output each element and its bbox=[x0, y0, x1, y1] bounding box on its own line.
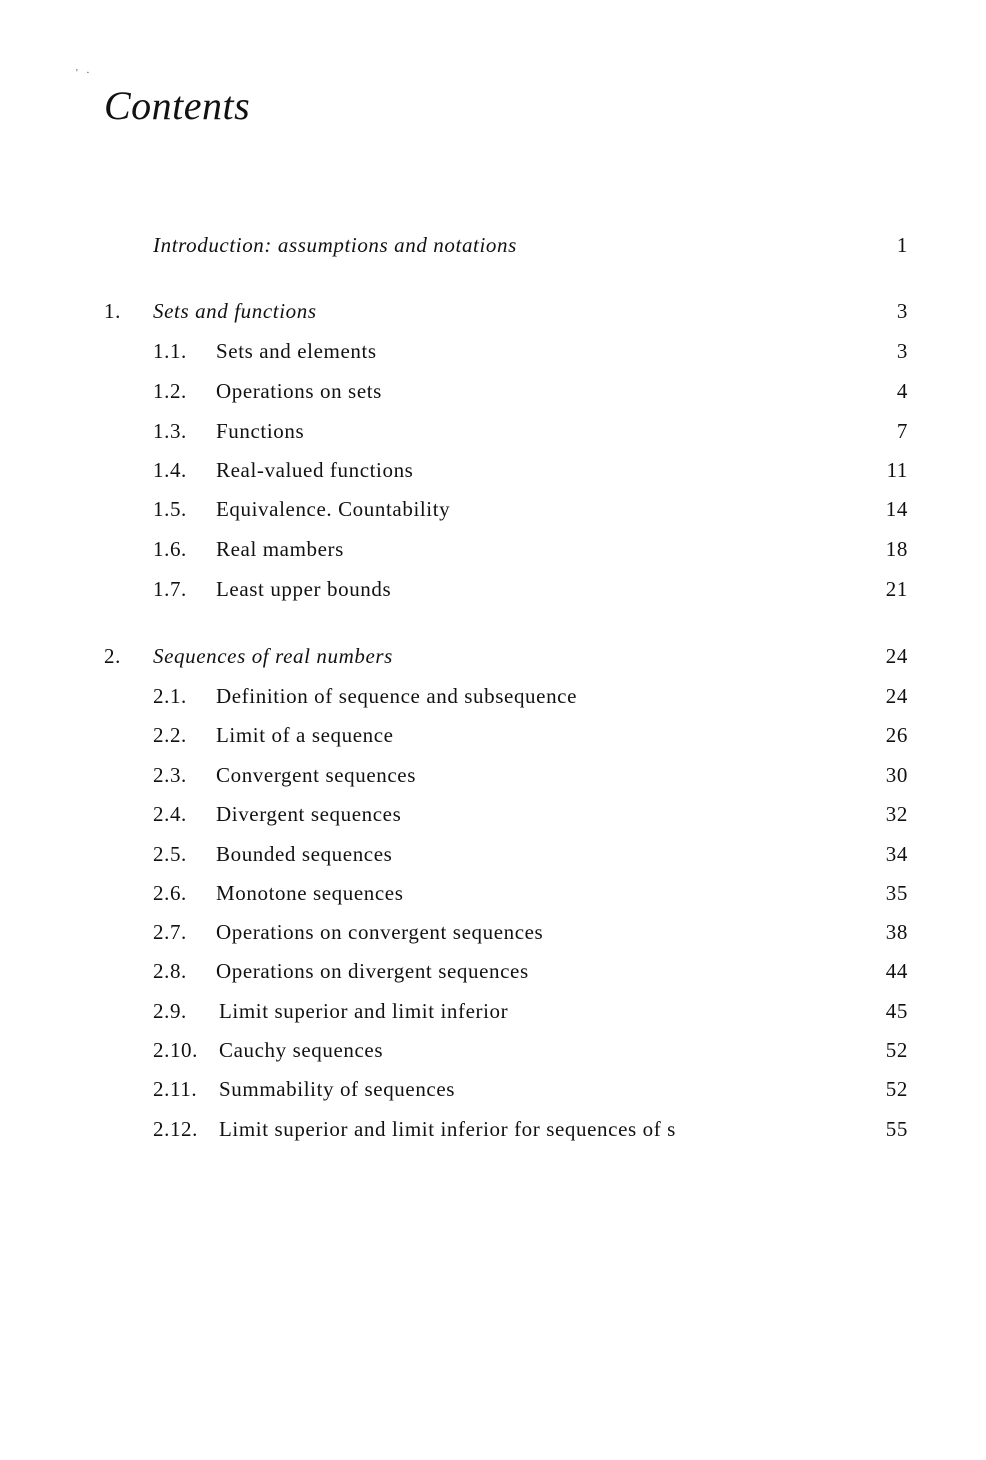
section-number: 2.11. bbox=[153, 1077, 198, 1101]
toc-section-2-2[interactable] bbox=[0, 720, 986, 750]
section-title: Operations on divergent sequences bbox=[216, 959, 529, 983]
section-page: 24 bbox=[885, 684, 908, 708]
section-page: 26 bbox=[885, 723, 908, 747]
toc-section-1-5[interactable] bbox=[0, 494, 986, 524]
intro-title: Introduction: assumptions and notations bbox=[153, 233, 517, 257]
section-title: Convergent sequences bbox=[216, 763, 416, 787]
section-page: 52 bbox=[885, 1038, 908, 1062]
toc-section-1-7[interactable] bbox=[0, 574, 986, 604]
toc-section-2-8[interactable] bbox=[0, 956, 986, 986]
toc-section-1-1[interactable] bbox=[0, 336, 986, 366]
section-title: Limit of a sequence bbox=[216, 723, 394, 747]
section-title: Limit superior and limit inferior for sequences of s bbox=[219, 1117, 676, 1141]
section-page: 32 bbox=[885, 802, 908, 826]
section-page: 45 bbox=[885, 999, 908, 1023]
section-title: Bounded sequences bbox=[216, 842, 393, 866]
section-number: 1.6. bbox=[153, 537, 187, 561]
section-page: 14 bbox=[885, 497, 908, 521]
section-title: Functions bbox=[216, 419, 305, 443]
section-title: Summability of sequences bbox=[219, 1077, 456, 1101]
section-number: 2.6. bbox=[153, 881, 187, 905]
toc-chapter-2[interactable] bbox=[0, 641, 986, 671]
section-title: Limit superior and limit inferior bbox=[219, 999, 509, 1023]
section-page: 18 bbox=[885, 537, 908, 561]
chapter-number: 2. bbox=[104, 644, 121, 668]
section-title: Definition of sequence and subsequence bbox=[216, 684, 578, 708]
section-number: 2.10. bbox=[153, 1038, 198, 1062]
section-title: Divergent sequences bbox=[216, 802, 402, 826]
toc-section-2-7[interactable] bbox=[0, 917, 986, 947]
section-title: Real mambers bbox=[216, 537, 344, 561]
section-number: 1.7. bbox=[153, 577, 187, 601]
chapter-page: 24 bbox=[885, 644, 908, 668]
section-number: 1.1. bbox=[153, 339, 187, 363]
section-number: 2.7. bbox=[153, 920, 187, 944]
toc-section-2-9[interactable] bbox=[0, 996, 986, 1026]
section-number: 2.1. bbox=[153, 684, 187, 708]
section-title: Sets and elements bbox=[216, 339, 377, 363]
section-number: 1.2. bbox=[153, 379, 187, 403]
section-title: Cauchy sequences bbox=[219, 1038, 384, 1062]
chapter-title: Sets and functions bbox=[153, 299, 317, 323]
page-title: Contents bbox=[104, 83, 251, 128]
section-number: 2.8. bbox=[153, 959, 187, 983]
section-page: 7 bbox=[896, 419, 908, 443]
section-page: 4 bbox=[896, 379, 908, 403]
section-page: 21 bbox=[885, 577, 908, 601]
toc-chapter-1[interactable] bbox=[0, 296, 986, 326]
section-title: Real-valued functions bbox=[216, 458, 414, 482]
toc-section-1-2[interactable] bbox=[0, 376, 986, 406]
section-title: Operations on convergent sequences bbox=[216, 920, 544, 944]
section-page: 38 bbox=[885, 920, 908, 944]
section-number: 2.4. bbox=[153, 802, 187, 826]
section-number: 1.3. bbox=[153, 419, 187, 443]
section-number: 2.5. bbox=[153, 842, 187, 866]
section-title: Operations on sets bbox=[216, 379, 382, 403]
section-number: 2.9. bbox=[153, 999, 187, 1023]
intro-page: 1 bbox=[896, 233, 908, 257]
toc-section-2-5[interactable] bbox=[0, 839, 986, 869]
toc-section-2-11[interactable] bbox=[0, 1074, 986, 1104]
toc-section-2-10[interactable] bbox=[0, 1035, 986, 1065]
section-title: Least upper bounds bbox=[216, 577, 392, 601]
chapter-title: Sequences of real numbers bbox=[153, 644, 393, 668]
toc-section-2-3[interactable] bbox=[0, 760, 986, 790]
section-title: Equivalence. Countability bbox=[216, 497, 451, 521]
toc-section-1-6[interactable] bbox=[0, 534, 986, 564]
section-page: 34 bbox=[885, 842, 908, 866]
section-number: 1.4. bbox=[153, 458, 187, 482]
section-page: 55 bbox=[885, 1117, 908, 1141]
section-number: 2.3. bbox=[153, 763, 187, 787]
toc-section-1-3[interactable] bbox=[0, 416, 986, 446]
toc-section-2-4[interactable] bbox=[0, 799, 986, 829]
toc-section-2-6[interactable] bbox=[0, 878, 986, 908]
section-number: 2.12. bbox=[153, 1117, 198, 1141]
chapter-number: 1. bbox=[104, 299, 121, 323]
section-number: 2.2. bbox=[153, 723, 187, 747]
toc-intro-entry[interactable] bbox=[0, 230, 986, 260]
section-page: 52 bbox=[885, 1077, 908, 1101]
section-title: Monotone sequences bbox=[216, 881, 404, 905]
section-page: 3 bbox=[896, 339, 908, 363]
chapter-page: 3 bbox=[896, 299, 908, 323]
scan-mark: ' · bbox=[76, 68, 93, 79]
toc-section-2-12[interactable] bbox=[0, 1114, 986, 1144]
toc-section-1-4[interactable] bbox=[0, 455, 986, 485]
section-number: 1.5. bbox=[153, 497, 187, 521]
section-page: 44 bbox=[885, 959, 908, 983]
section-page: 35 bbox=[885, 881, 908, 905]
section-page: 11 bbox=[886, 458, 908, 482]
toc-section-2-1[interactable] bbox=[0, 681, 986, 711]
section-page: 30 bbox=[885, 763, 908, 787]
